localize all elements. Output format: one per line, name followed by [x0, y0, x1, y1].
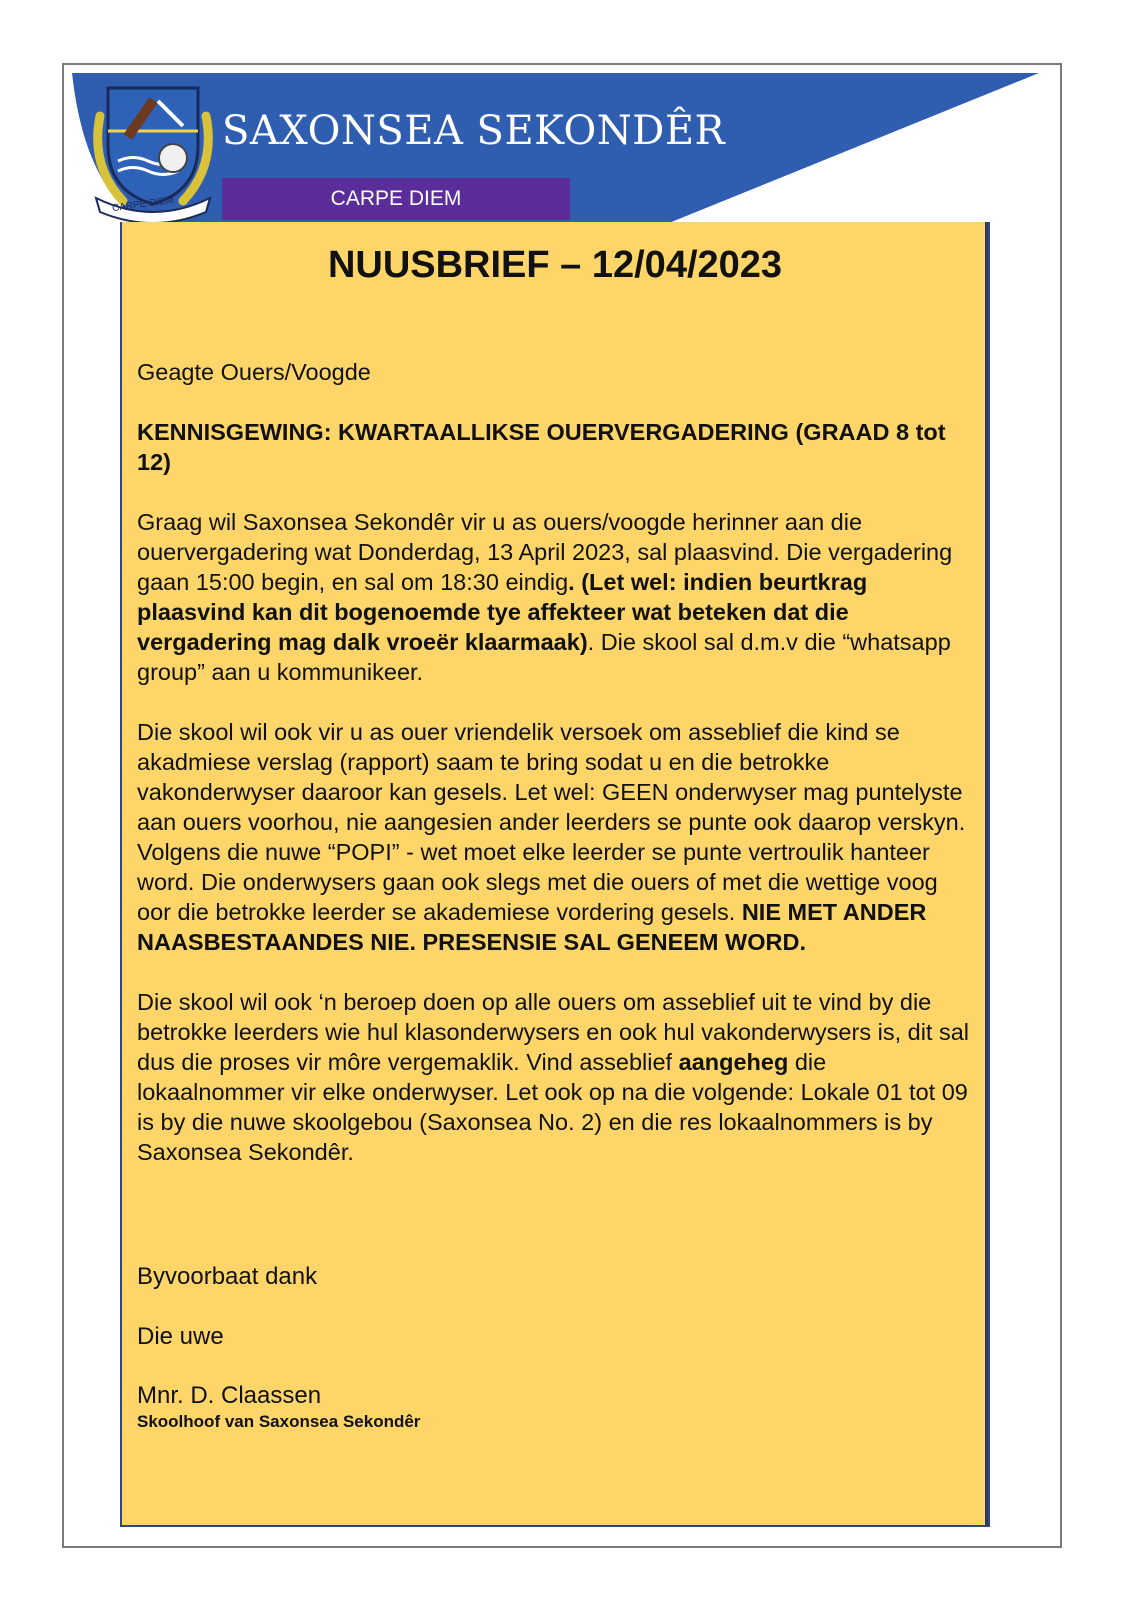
closing-regards: Die uwe — [137, 1323, 224, 1350]
signatory-title: Skoolhoof van Saxonsea Sekondêr — [137, 1412, 421, 1431]
paragraph-teachers — [137, 987, 975, 1167]
paragraph-meeting-warning: . (Let wel: indien beurtkrag plaasvind kan dit bogenoemde tye affekteer wat beteken dat die vergadering mag dalk vroeër klaarmaak) — [137, 569, 868, 655]
motto-bar: CARPE DIEM — [222, 178, 570, 220]
notice-heading: KENNISGEWING: KWARTAALLIKSE OUERVERGADERING (GRAAD 8 tot 12) — [137, 419, 946, 475]
school-name: SAXONSEA SEKONDÊR — [222, 108, 726, 154]
paragraph-report-text: Die skool wil ook vir u as ouer vriendelik versoek om asseblief die kind se akadmiese verslag (rapport) saam te bring sodat u en die betrokke vakonderwyser daaroor kan gesels. Let wel: GEEN onderwyser mag puntelyste aan ouers voorhou, nie aangesien ander leerders se punte ook daarop verskyn. Volgens die nuwe “POPI” - wet moet elke leerder se punte vertroulik hanteer word. Die onderwysers gaan ook slegs met die ouers of met die wettige voog oor die betrokke leerder se akademiese vordering gesels. — [137, 719, 966, 925]
paragraph-teachers-attached: aangeheg — [678, 1049, 789, 1075]
paragraph-meeting-end: . Die skool sal d.m.v die “whatsapp group” aan u kommunikeer. — [137, 629, 951, 685]
salutation: Geagte Ouers/Voogde — [137, 359, 371, 385]
signatory-name: Mnr. D. Claassen — [137, 1382, 322, 1409]
paragraph-teachers-end: die lokaalnommer vir elke onderwyser. Let ook op na die volgende: Lokale 01 tot 09 is by die nuwe skoolgebou (Saxonsea No. 2) en die res lokaalnommers is by Saxonsea Sekondêr. — [137, 1049, 968, 1165]
paragraph-meeting-text: Graag wil Saxonsea Sekondêr vir u as ouers/voogde herinner aan die ouervergadering wat Donderdag, 13 April 2023, sal plaasvind. Die vergadering gaan 15:00 begin, en sal om 18:30 eindig — [137, 509, 953, 595]
letter-content — [137, 357, 975, 1197]
newsletter-body — [120, 222, 990, 1527]
paragraph-report-emphasis: NIE MET ANDER NAASBESTAANDES NIE. PRESENSIE SAL GENEEM WORD. — [137, 899, 927, 955]
closing — [137, 1262, 317, 1382]
crest-ribbon-text: CARPE DIEM — [111, 194, 175, 215]
paragraph-meeting — [137, 507, 975, 687]
closing-thanks: Byvoorbaat dank — [137, 1263, 318, 1290]
newsletter-title: NUUSBRIEF – 12/04/2023 — [327, 244, 783, 286]
paragraph-report — [137, 717, 975, 957]
paragraph-teachers-text: Die skool wil ook ‘n beroep doen op alle ouers om asseblief uit te vind by die betrokke leerders wie hul klasonderwysers en ook hul vakonderwysers is, dit sal dus die proses vir môre vergemaklik. Vind asseblief — [137, 989, 970, 1075]
